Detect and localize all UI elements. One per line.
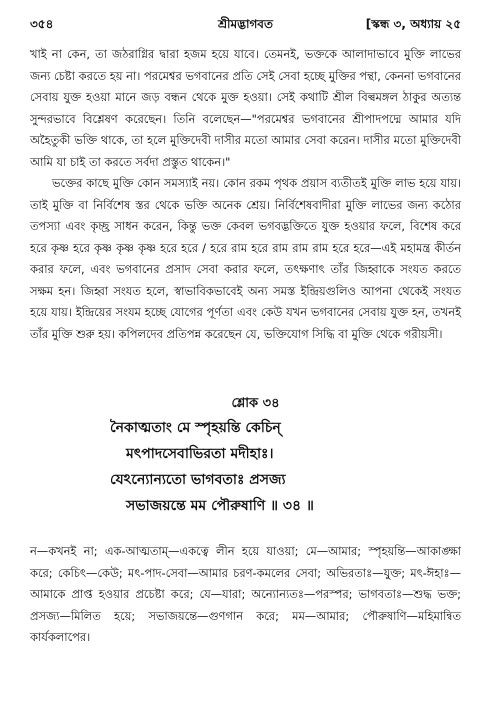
verse-line: যেঽন্যোন্যতো ভাগবতাঃ প্রসজ্য [110, 472, 286, 488]
verse-line: নৈকাত্মতাং মে স্পৃহয়ন্তি কেচিন্ [110, 420, 281, 436]
verse-title: শ্লোক ৩৪ [231, 396, 280, 411]
sanskrit-verse [30, 415, 461, 519]
page-number: ৩৫৪ [30, 17, 54, 31]
verse-line: সভাজয়ন্তে মম পৌরুষাণি ॥ ৩৪ ॥ [126, 498, 314, 514]
word-synonyms: ন—কখনই না; এক-আত্মতাম্—একত্বে লীন হয়ে যাওয়া; মে—আমার; স্পৃহয়ন্তি—আকাঙ্ক্ষা করে; কেচিৎ—কেউ; মৎ-পাদ-সেবা—আমার চরণ-কমলের সেবা; অভিরতাঃ—যুক্ত; মৎ-ঈহাঃ—আমাকে প্রাপ্ত হওয়ার প্রচেষ্টা করে; যে—যারা; অন্যোন্যতঃ—পরস্পর; ভাগবতাঃ—শুদ্ধ ভক্ত; প্রসজ্য—মিলিত হয়ে; সভাজয়ন্তে—গুণগান করে; মম—আমার; পৌরুষাণি—মহিমান্বিত কার্যকলাপের। [30, 544, 461, 644]
page-header [30, 16, 461, 34]
purport-paragraph: ভক্তের কাছে মুক্তি কোন সমস্যাই নয়। কোন রকম পৃথক প্রয়াস ব্যতীতই মুক্তি লাভ হয়ে যায়। তাই মুক্তি বা নির্বিশেষ স্তর থেকে ভক্তি অনেক শ্রেয়। নির্বিশেষবাদীরা মুক্তি লাভের জন্য কঠোর তপস্যা এবং কৃচ্ছ্র সাধন করেন, কিন্তু ভক্ত কেবল ভগবদ্ভক্তিতে যুক্ত হওয়ার ফলে, বিশেষ করে হরে কৃষ্ণ হরে কৃষ্ণ কৃষ্ণ কৃষ্ণ হরে হরে / হরে রাম হরে রাম রাম রাম হরে হরে—এই মহামন্ত্র কীর্তন করার ফলে, এবং ভগবানের প্রসাদ সেবা করার ফলে, তৎক্ষণাৎ তাঁর জিহ্বাকে সংযত করতে সক্ষম হন। জিহ্বা সংযত হলে, স্বাভাবিকভাবেই অন্য সমস্ত ইন্দ্রিয়গুলিও আপনা থেকেই সংযত হয়ে যায়। ইন্দ্রিয়ের সংযম হচ্ছে যোগের পূর্ণতা এবং কেউ যখন ভগবানের সেবায় যুক্ত হন, তখনই তাঁর মুক্তি শুরু হয়। কপিলদেব প্রতিপন্ন করেছেন যে, ভক্তিযোগ সিদ্ধি বা মুক্তি থেকে গরীয়সী। [30, 176, 461, 341]
purport-paragraph: খাই না কেন, তা জঠরাগ্নির দ্বারা হজম হয়ে যাবে। তেমনই, ভক্তকে আলাদাভাবে মুক্তি লাভের জন্য চেষ্টা করতে হয় না। পরমেশ্বর ভগবানের প্রতি সেই সেবা হচ্ছে মুক্তির পন্থা, কেননা ভগবানের সেবায় যুক্ত হওয়া মানে জড় বন্ধন থেকে মুক্ত হওয়া। সেই কথাটি শ্রীল বিল্বমঙ্গল ঠাকুর অত্যন্ত সুন্দরভাবে বিশ্লেষণ করেছেন। তিনি বলেছেন—"পরমেশ্বর ভগবানের শ্রীপাদপদ্মে আমার যদি অহৈতুকী ভক্তি থাকে, তা হলে মুক্তিদেবী দাসীর মতো আমার সেবা করেন। দাসীর মতো মুক্তিদেবী আমি যা চাই তা করতে সর্বদা প্রস্তুত থাকেন।" [30, 47, 461, 169]
verse-line: মৎপাদসেবাভিরতা মদীহাঃ। [126, 446, 274, 462]
book-title: শ্রীমদ্ভাগবত [217, 17, 273, 31]
canto-chapter-reference: [স্কন্ধ ৩, অধ্যায় ২৫ [365, 17, 461, 31]
